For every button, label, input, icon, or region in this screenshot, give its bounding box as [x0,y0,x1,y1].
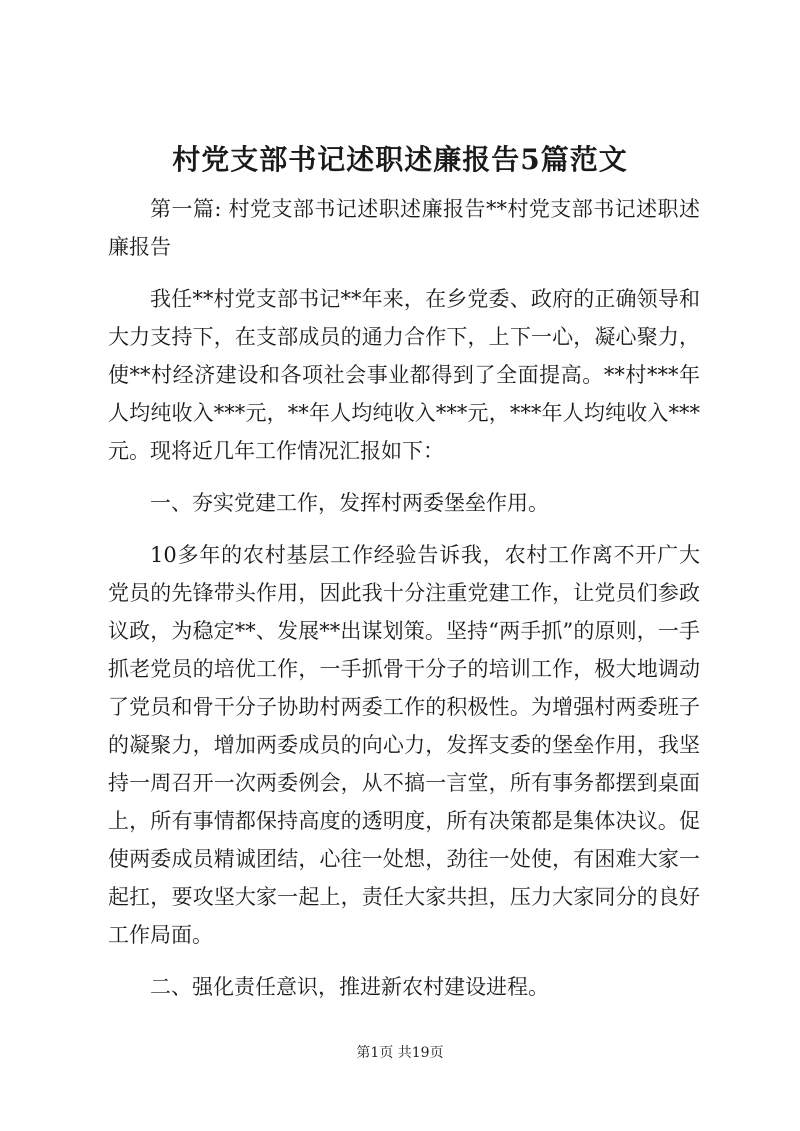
document-body [108,190,700,1006]
page-footer: 第1页 共19页 [356,1045,444,1061]
page-title: 村党支部书记述职述廉报告5篇范文 [172,143,628,176]
paragraph-intro: 我任**村党支部书记**年来，在乡党委、政府的正确领导和大力支持下，在支部成员的通力合作下，上下一心，凝心聚力，使**村经济建设和各项社会事业都得到了全面提高。**村***年人均纯收入***元，**年人均纯收入***元，***年人均纯收入***元。现将近几年工作情况汇报如下： [108,287,700,463]
paragraph-heading-first: 第一篇: 村党支部书记述职述廉报告**村党支部书记述职述廉报告 [108,197,700,259]
paragraph-party-building: 10多年的农村基层工作经验告诉我，农村工作离不开广大党员的先锋带头作用，因此我十分注重党建工作，让党员们参政议政，为稳定**、发展**出谋划策。坚持“两手抓”的原则，一手抓老党员的培优工作，一手抓骨干分子的培训工作，极大地调动了党员和骨干分子协助村两委工作的积极性。为增强村两委班子的凝聚力，增加两委成员的向心力，发挥支委的堡垒作用，我坚持一周召开一次两委例会，从不搞一言堂，所有事务都摆到桌面上，所有事情都保持高度的透明度，所有决策都是集体决议。促使两委成员精诚团结，心往一处想，劲往一处使，有困难大家一起扛，要攻坚大家一起上，责任大家共担，压力大家同分的良好工作局面。 [108,543,700,947]
section-heading-1: 一、夯实党建工作，发挥村两委堡垒作用。 [150,491,549,515]
section-heading-2: 二、强化责任意识，推进新农村建设进程。 [150,975,549,999]
